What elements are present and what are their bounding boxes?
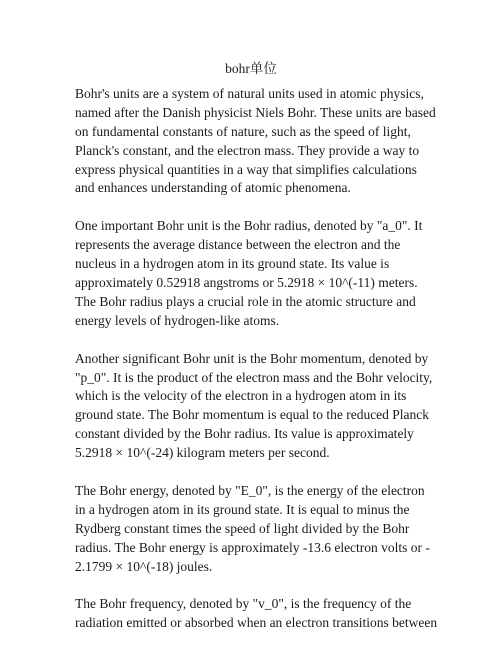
text-line: One important Bohr unit is the Bohr radius, denoted by "a_0". It (75, 218, 423, 234)
text-line: Bohr's units are a system of natural units used in atomic physics, (75, 86, 424, 101)
text-line: radiation emitted or absorbed when an electron transitions between (75, 615, 438, 631)
text-line: The Bohr radius plays a crucial role in the atomic structure and (75, 293, 416, 309)
text-line: The Bohr frequency, denoted by "v_0", is the frequency of the (75, 596, 412, 612)
text-line: which is the velocity of the electron in a hydrogen atom in its (75, 388, 407, 404)
text-line: express physical quantities in a way that simplifies calculations (75, 161, 417, 177)
text-line: radius. The Bohr energy is approximately -13.6 electron volts or - (75, 539, 430, 555)
document-body (75, 85, 438, 652)
text-line: approximately 0.52918 angstroms or 5.2918 × 10^(-11) meters. (75, 275, 418, 291)
text-line: named after the Danish physicist Niels Bohr. These units are based (75, 104, 436, 120)
text-line: in a hydrogen atom in its ground state. It is equal to minus the (75, 501, 410, 517)
paragraph-bohr-units (75, 85, 435, 198)
document-title: bohr单位 (225, 61, 277, 76)
text-line: "p_0". It is the product of the electron mass and the Bohr velocity, (75, 369, 433, 385)
text-line: Rydberg constant times the speed of light divided by the Bohr (75, 520, 410, 536)
text-line: energy levels of hydrogen-like atoms. (75, 312, 280, 328)
text-line: 2.1799 × 10^(-18) joules. (75, 558, 213, 574)
paragraph-bohr-frequency (75, 595, 438, 633)
text-line: and enhances understanding of atomic phenomena. (75, 180, 351, 196)
text-line: constant divided by the Bohr radius. Its value is approximately (75, 426, 414, 442)
text-line: nucleus in a hydrogen atom in its ground state. Its value is (75, 256, 390, 272)
text-line: on fundamental constants of nature, such as the speed of light, (75, 123, 411, 139)
text-line: 5.2918 × 10^(-24) kilogram meters per second. (75, 445, 330, 461)
paragraph-bohr-energy (75, 482, 435, 576)
paragraph-bohr-radius (75, 217, 435, 330)
paragraph-bohr-momentum (75, 350, 435, 463)
text-line: Planck's constant, and the electron mass. They provide a way to (75, 142, 420, 158)
text-line: Another significant Bohr unit is the Bohr momentum, denoted by (75, 350, 429, 366)
text-line: The Bohr energy, denoted by "E_0", is the energy of the electron (75, 483, 425, 499)
text-line: ground state. The Bohr momentum is equal to the reduced Planck (75, 407, 430, 423)
text-line: represents the average distance between the electron and the (75, 237, 401, 253)
